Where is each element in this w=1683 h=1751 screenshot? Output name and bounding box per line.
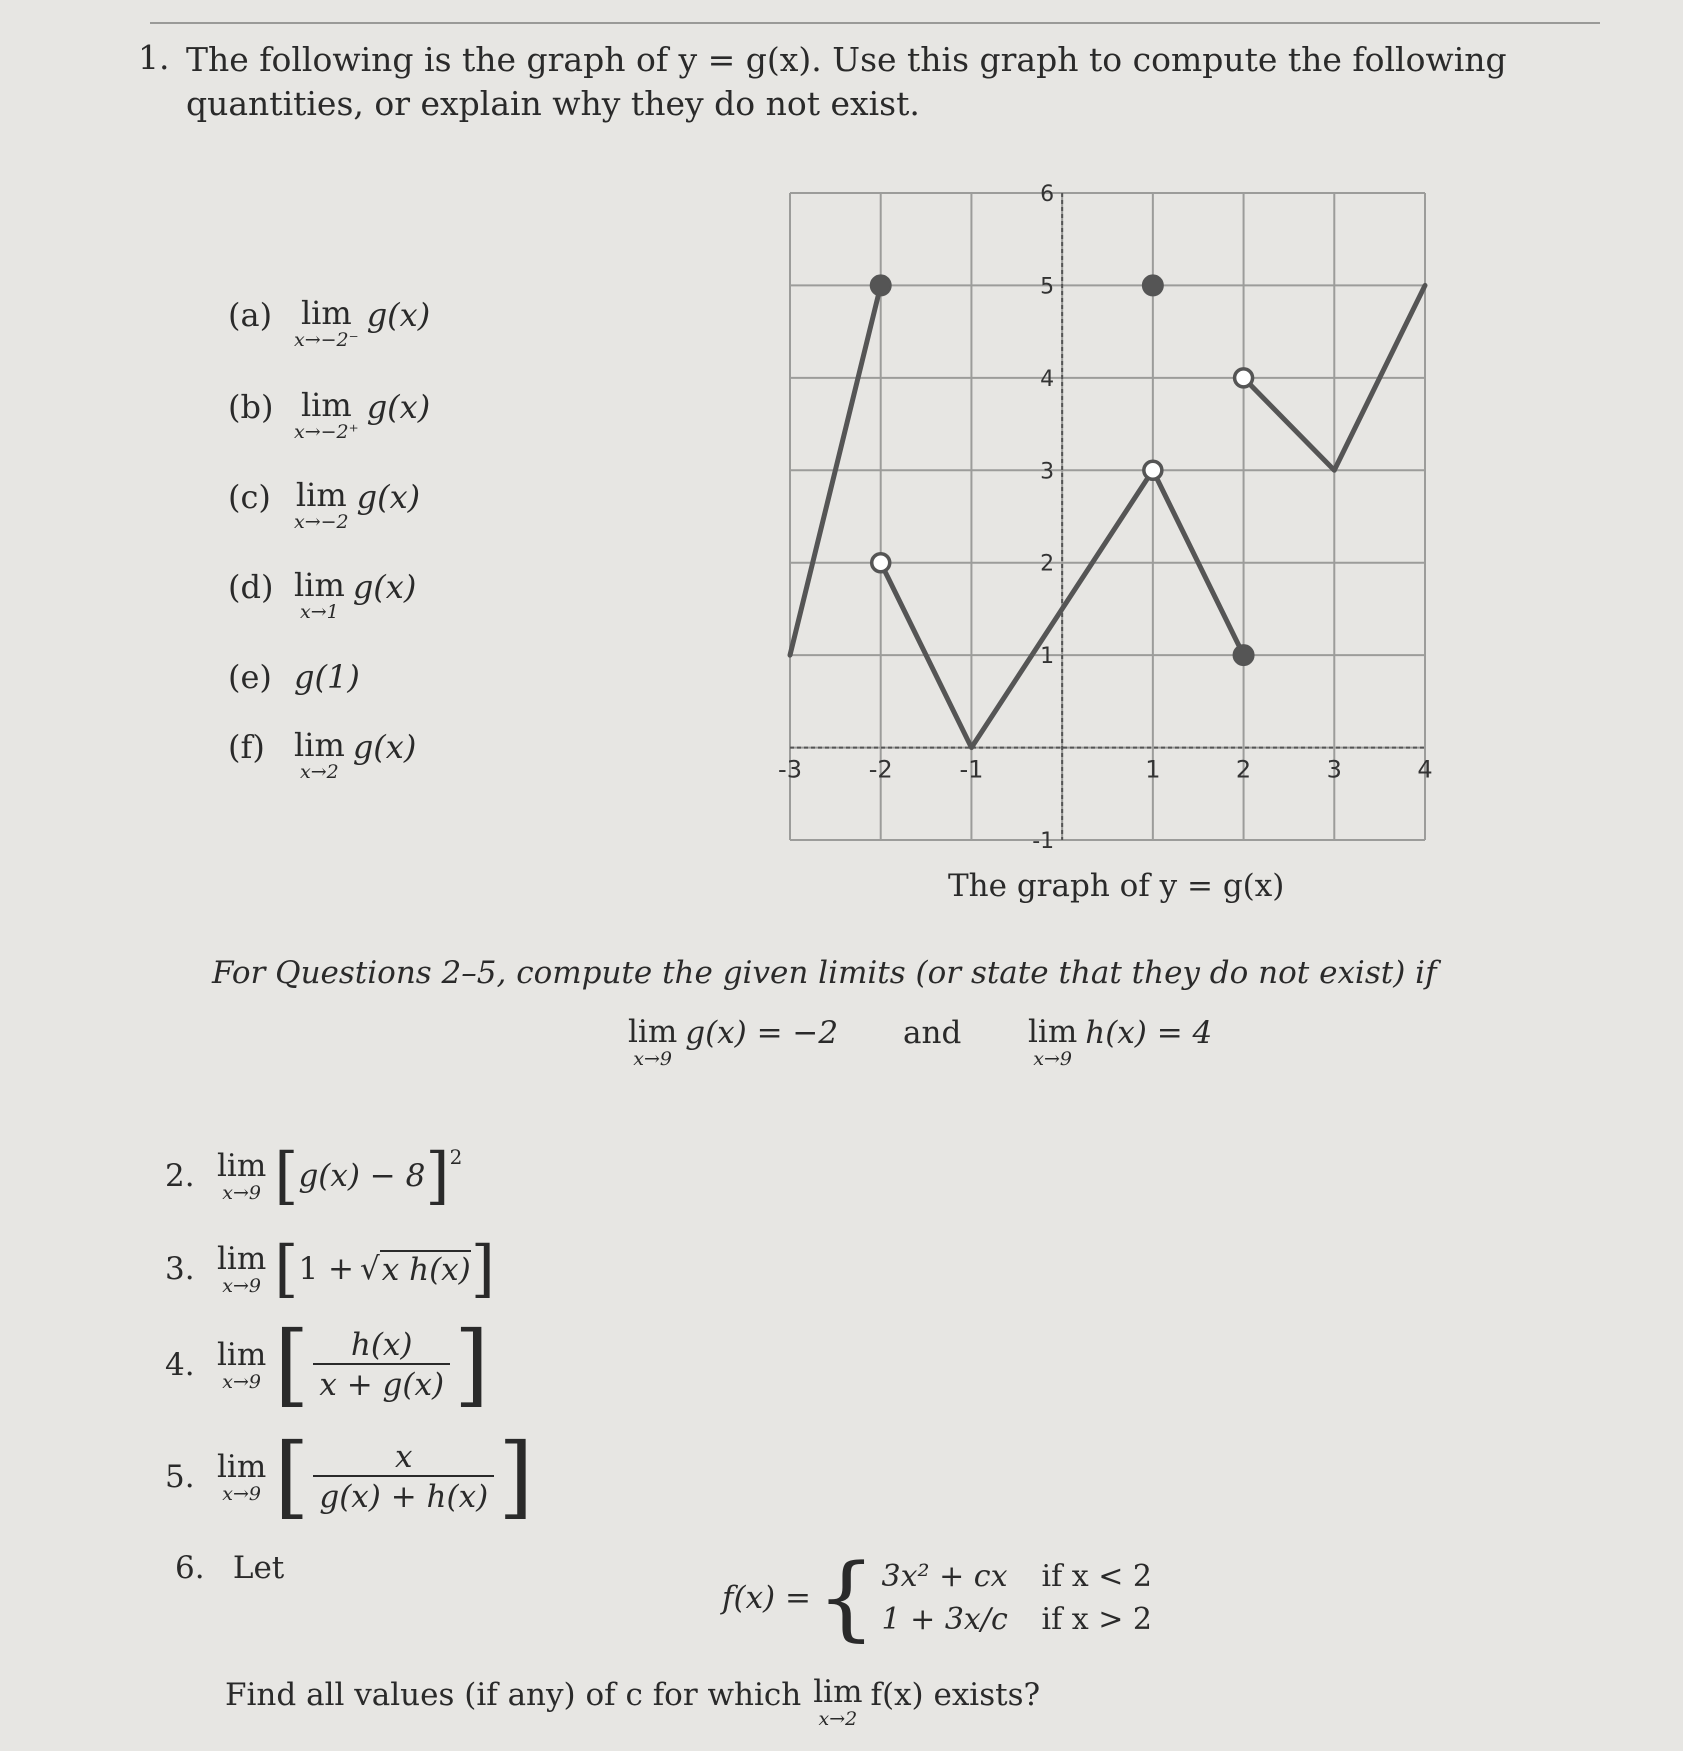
question-number: 5. bbox=[165, 1459, 195, 1495]
lim-word: lim bbox=[295, 476, 347, 514]
left-bracket: [ bbox=[274, 1424, 310, 1529]
lim-subscript: x→9 bbox=[222, 1371, 261, 1393]
lim-word: lim bbox=[300, 386, 352, 424]
open-point bbox=[1144, 461, 1162, 479]
y-tick-label: 1 bbox=[1040, 644, 1055, 670]
x-tick-label: 2 bbox=[1235, 755, 1252, 784]
exponent: 2 bbox=[449, 1145, 463, 1169]
part-label: (b) bbox=[228, 388, 274, 426]
part-expression: g(x) bbox=[366, 388, 431, 426]
graph-caption: The graph of y = g(x) bbox=[948, 868, 1285, 904]
case-1-condition: if x < 2 bbox=[1041, 1559, 1152, 1594]
part-label: (e) bbox=[228, 658, 272, 696]
part-expression: g(x) bbox=[356, 478, 421, 516]
x-tick-label: -1 bbox=[959, 755, 984, 784]
numerator: x bbox=[395, 1439, 413, 1475]
question-4 bbox=[165, 1312, 490, 1417]
part-e bbox=[228, 658, 360, 696]
closed-point bbox=[1234, 645, 1254, 665]
right-bracket: ] bbox=[498, 1424, 534, 1529]
closed-point bbox=[871, 275, 891, 295]
lim-subscript: x→9 bbox=[222, 1483, 261, 1505]
lim-word: lim bbox=[813, 1674, 863, 1710]
lim-subscript: x→9 bbox=[1033, 1048, 1072, 1070]
open-point bbox=[872, 554, 890, 572]
lim-word: lim bbox=[1028, 1014, 1078, 1050]
limit bbox=[217, 1450, 266, 1504]
part-b bbox=[228, 388, 430, 442]
and-text: and bbox=[903, 1015, 962, 1051]
and-word bbox=[903, 1015, 961, 1051]
left-bracket: [ bbox=[274, 1139, 299, 1212]
lim-subscript: x→−2 bbox=[294, 511, 349, 533]
right-bracket: ] bbox=[454, 1312, 490, 1417]
questions-2-5-intro: For Questions 2–5, compute the given limits (or state that they do not exist) if bbox=[212, 955, 1437, 991]
x-tick-label: -3 bbox=[778, 755, 802, 784]
part-expression: g(x) bbox=[352, 728, 417, 766]
part-expression: g(x) bbox=[366, 296, 431, 334]
graph-segment bbox=[881, 470, 1153, 747]
case-1-expression: 3x² + cx bbox=[881, 1559, 1008, 1594]
question-1-number: 1. bbox=[138, 38, 170, 77]
function-lhs: f(x) = bbox=[722, 1580, 811, 1616]
limit bbox=[294, 568, 345, 622]
prompt-prefix: Find all values (if any) of c for which bbox=[225, 1677, 802, 1713]
prompt-suffix: f(x) exists? bbox=[870, 1677, 1041, 1713]
lim-word: lim bbox=[217, 1449, 267, 1485]
part-a bbox=[228, 296, 430, 350]
lim-subscript: x→9 bbox=[222, 1275, 261, 1297]
lim-word: lim bbox=[294, 566, 345, 604]
given-expression: g(x) = −2 bbox=[685, 1015, 839, 1051]
lim-word: lim bbox=[294, 726, 345, 764]
right-bracket: ] bbox=[425, 1139, 450, 1212]
question-6 bbox=[175, 1550, 284, 1586]
lim-word: lim bbox=[217, 1148, 267, 1184]
given-limit-g bbox=[628, 1015, 838, 1069]
x-tick-label: 1 bbox=[1145, 755, 1161, 784]
left-bracket: [ bbox=[274, 1232, 299, 1305]
y-tick-label: 2 bbox=[1040, 551, 1055, 577]
graph-of-g bbox=[770, 175, 1440, 855]
part-expression: g(x) bbox=[352, 568, 417, 606]
lim-subscript: x→2 bbox=[300, 761, 339, 783]
sqrt-sign: √ bbox=[360, 1251, 380, 1287]
lim-subscript: x→−2⁺ bbox=[294, 421, 359, 443]
limit bbox=[294, 296, 359, 350]
bracket-prefix: 1 + bbox=[298, 1251, 354, 1287]
lim-subscript: x→1 bbox=[300, 601, 339, 623]
numerator: h(x) bbox=[350, 1327, 413, 1363]
limit bbox=[294, 728, 345, 782]
lim-subscript: x→9 bbox=[222, 1182, 261, 1204]
lim-subscript: x→−2⁻ bbox=[294, 329, 359, 351]
fraction bbox=[313, 1439, 494, 1515]
part-expression: g(1) bbox=[294, 658, 360, 696]
question-number: 6. bbox=[175, 1550, 205, 1586]
closed-point bbox=[1143, 275, 1163, 295]
limit bbox=[217, 1338, 266, 1392]
lim-subscript: x→9 bbox=[633, 1048, 672, 1070]
part-label: (d) bbox=[228, 568, 274, 606]
limit bbox=[294, 388, 359, 442]
sqrt-radicand: x h(x) bbox=[381, 1252, 471, 1288]
let-word: Let bbox=[232, 1550, 285, 1586]
part-f bbox=[228, 728, 416, 782]
question-number: 4. bbox=[165, 1347, 195, 1383]
right-bracket: ] bbox=[470, 1232, 495, 1305]
question-5 bbox=[165, 1424, 534, 1529]
question-2 bbox=[165, 1139, 463, 1212]
limit bbox=[628, 1015, 677, 1069]
y-tick-label: 4 bbox=[1040, 366, 1055, 392]
question-6-prompt bbox=[225, 1675, 1040, 1729]
y-tick-label: 5 bbox=[1040, 274, 1055, 300]
top-rule bbox=[150, 22, 1600, 24]
limit bbox=[217, 1149, 266, 1203]
question-number: 3. bbox=[165, 1251, 195, 1287]
x-tick-label: -2 bbox=[868, 755, 893, 784]
piecewise-function bbox=[722, 1544, 1162, 1651]
case-2-condition: if x > 2 bbox=[1041, 1602, 1152, 1637]
case-2-expression: 1 + 3x/c bbox=[881, 1602, 1008, 1637]
bracket-content: g(x) − 8 bbox=[298, 1158, 426, 1194]
denominator: x + g(x) bbox=[313, 1363, 450, 1403]
x-tick-label: 4 bbox=[1417, 755, 1433, 784]
y-tick-label: 3 bbox=[1040, 459, 1055, 485]
limit bbox=[294, 478, 349, 532]
part-label: (a) bbox=[228, 296, 273, 334]
part-c bbox=[228, 478, 420, 532]
limit bbox=[217, 1242, 266, 1296]
question-1-text: The following is the graph of y = g(x). Use this graph to compute the following quantities, or explain why they do not exist. bbox=[186, 40, 1507, 123]
part-label: (c) bbox=[228, 478, 271, 516]
left-brace: { bbox=[816, 1544, 876, 1651]
x-tick-label: 3 bbox=[1326, 755, 1342, 784]
fraction bbox=[313, 1327, 450, 1403]
lim-word: lim bbox=[300, 294, 352, 332]
limit bbox=[813, 1675, 862, 1729]
y-tick-label: -1 bbox=[1032, 829, 1055, 854]
limit bbox=[1028, 1015, 1077, 1069]
open-point bbox=[1235, 369, 1253, 387]
part-d bbox=[228, 568, 416, 622]
lim-word: lim bbox=[217, 1241, 267, 1277]
question-number: 2. bbox=[165, 1158, 195, 1194]
cases bbox=[882, 1559, 1162, 1637]
denominator: g(x) + h(x) bbox=[313, 1475, 494, 1515]
given-expression: h(x) = 4 bbox=[1085, 1015, 1213, 1051]
part-label: (f) bbox=[228, 728, 265, 766]
lim-word: lim bbox=[217, 1337, 267, 1373]
lim-subscript: x→2 bbox=[818, 1708, 858, 1730]
question-3 bbox=[165, 1232, 495, 1305]
left-bracket: [ bbox=[274, 1312, 310, 1417]
given-limit-h bbox=[1028, 1015, 1212, 1069]
y-tick-label: 6 bbox=[1040, 182, 1055, 207]
lim-word: lim bbox=[628, 1014, 678, 1050]
